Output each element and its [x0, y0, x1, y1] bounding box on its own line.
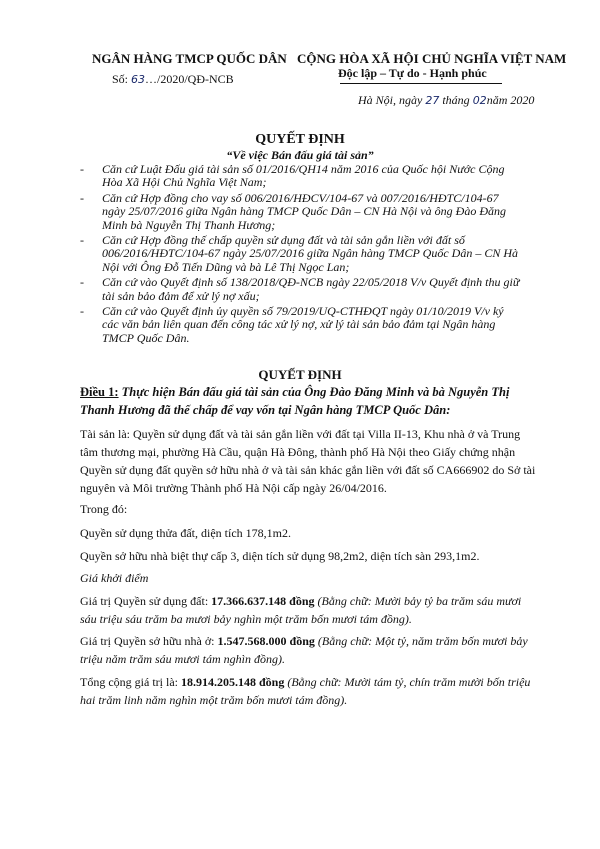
house-right: Quyền sở hữu nhà biệt thự cấp 3, diện tích sử dụng 98,2m2, diện tích sàn 293,1m2.: [80, 549, 480, 563]
date-prefix: Hà Nội, ngày: [358, 93, 426, 107]
total-value-amount: 18.914.205.148 đồng: [180, 675, 285, 689]
house-value-label: Giá trị Quyền sở hữu nhà ở:: [80, 634, 218, 648]
legal-basis-item: - Căn cứ vào Quyết định số 138/2018/QĐ-NCB ngày 22/05/2018 V/v Quyết định thu giữ tài sản bảo đảm để xử lý nợ xấu;: [80, 275, 520, 303]
legal-basis-item: - Căn cứ Hợp đồng cho vay số 006/2016/HĐCV/104-67 và 007/2016/HĐTC/104-67 ngày 25/07/2016 giữa Ngân hàng TMCP Quốc Dân – CN Hà Nội và ông Đào Đăng Minh bà Nguyễn Thị Thanh Hương;: [80, 190, 506, 232]
total-value-label: Tổng cộng giá trị là:: [80, 675, 181, 689]
total-value-words: (Bằng chữ: Mười tám tỷ, chín trăm mười bốn triệu hai trăm linh năm nghìn một trăm bốn mươi tám đồng).: [80, 675, 531, 707]
article-1: [80, 383, 540, 419]
house-value-amount: 1.547.568.000 đồng: [217, 634, 315, 648]
date-month: 02: [472, 94, 487, 107]
total-value: [80, 673, 540, 709]
document-number: [112, 72, 234, 87]
document-title: QUYẾT ĐỊNH: [255, 132, 345, 147]
legal-bases-list: [80, 163, 520, 347]
article-text: Thực hiện Bán đấu giá tài sản của Ông Đào Đăng Minh và bà Nguyễn Thị Thanh Hương đã thế chấp để vay vốn tại Ngân hàng TMCP Quốc Dân:: [80, 385, 510, 417]
legal-basis-text: Căn cứ vào Quyết định ủy quyền số 79/2019/UQ-CTHĐQT ngày 01/10/2019 V/v ký các văn bản liên quan đến công tác xử lý nợ, xử lý tài sản bảo đảm tại Ngân hàng TMCP Quốc Dân.: [102, 304, 504, 345]
legal-basis-item: - Căn cứ Luật Đấu giá tài sản số 01/2016/QH14 năm 2016 của Quốc hội Nước Cộng Hòa Xã Hội Chủ Nghĩa Việt Nam;: [80, 162, 505, 190]
doc-no-handwritten: 63: [131, 73, 146, 86]
date-month-label: tháng: [439, 93, 473, 107]
starting-price-label: Giá khởi điểm: [80, 571, 149, 585]
in-which-label: Trong đó:: [80, 502, 128, 516]
land-value-label: Giá trị Quyền sử dụng đất:: [80, 594, 212, 608]
article-label: Điều 1:: [80, 385, 119, 399]
motto-underline: [340, 83, 502, 84]
legal-basis-text: Căn cứ Hợp đồng thế chấp quyền sử dụng đất và tài sản gắn liền với đất số 006/2016/HĐTC/104-67 ngày 25/07/2016 giữa Ngân hàng TMCP Quốc Dân – CN Hà Nội với Ông Đỗ Tiến Dũng và bà Lê Thị Ngọc Lan;: [102, 233, 519, 274]
house-value: [80, 632, 540, 668]
date-year: năm 2020: [486, 93, 535, 107]
doc-no-prefix: Số:: [112, 72, 132, 86]
land-value: [80, 592, 540, 628]
decision-heading: QUYẾT ĐỊNH: [258, 367, 342, 382]
legal-basis-item: - Căn cứ vào Quyết định ủy quyền số 79/2019/UQ-CTHĐQT ngày 01/10/2019 V/v ký các văn bản liên quan đến công tác xử lý nợ, xử lý tài sản bảo đảm tại Ngân hàng TMCP Quốc Dân.: [80, 304, 504, 345]
legal-basis-text: Căn cứ Hợp đồng cho vay số 006/2016/HĐCV/104-67 và 007/2016/HĐTC/104-67 ngày 25/07/2016 giữa Ngân hàng TMCP Quốc Dân – CN Hà Nội và ông Đào Đăng Minh bà Nguyễn Thị Thanh Hương;: [102, 190, 506, 232]
document-subtitle: “Về việc Bán đấu giá tài sản”: [226, 148, 374, 162]
asset-description: Tài sản là: Quyền sử dụng đất và tài sản gắn liền với đất tại Villa II-13, Khu nhà ở và Trung tâm thương mại, phường Hà Cầu, quận Hà Đông, thành phố Hà Nội theo Giấy chứng nhận Quyền sử dụng đất quyền sở hữu nhà ở và tài sản khác gắn liền với đất số CA666902 do Sở tài nguyên và Môi trường Thành phố Hà Nội cấp ngày 26/04/2016.: [80, 427, 536, 495]
bank-name: NGÂN HÀNG TMCP QUỐC DÂN: [92, 51, 287, 66]
motto: Độc lập – Tự do - Hạnh phúc: [338, 66, 487, 80]
legal-basis-item: - Căn cứ Hợp đồng thế chấp quyền sử dụng đất và tài sản gắn liền với đất số 006/2016/HĐTC/104-67 ngày 25/07/2016 giữa Ngân hàng TMCP Quốc Dân – CN Hà Nội với Ông Đỗ Tiến Dũng và bà Lê Thị Ngọc Lan;: [80, 233, 519, 274]
republic-heading: CỘNG HÒA XÃ HỘI CHỦ NGHĨA VIỆT NAM: [297, 51, 567, 66]
issue-date: [358, 93, 534, 108]
doc-no-suffix: …/2020/QĐ-NCB: [145, 72, 234, 86]
legal-basis-text: Căn cứ Luật Đấu giá tài sản số 01/2016/QH14 năm 2016 của Quốc hội Nước Cộng Hòa Xã Hội Chủ Nghĩa Việt Nam;: [102, 162, 505, 190]
date-day: 27: [425, 94, 440, 107]
land-value-amount: 17.366.637.148 đồng: [211, 594, 315, 608]
legal-basis-text: Căn cứ vào Quyết định số 138/2018/QĐ-NCB ngày 22/05/2018 V/v Quyết định thu giữ tài sản bảo đảm để xử lý nợ xấu;: [102, 275, 520, 303]
land-right: Quyền sử dụng thửa đất, diện tích 178,1m2.: [80, 526, 291, 540]
land-value-words: (Bằng chữ: Mười bảy tỷ ba trăm sáu mươi sáu triệu sáu trăm ba mươi bảy nghìn một trăm bốn mươi tám đồng).: [80, 594, 522, 626]
house-value-words: (Bằng chữ: Một tỷ, năm trăm bốn mươi bảy triệu năm trăm sáu mươi tám nghìn đồng).: [80, 634, 528, 666]
